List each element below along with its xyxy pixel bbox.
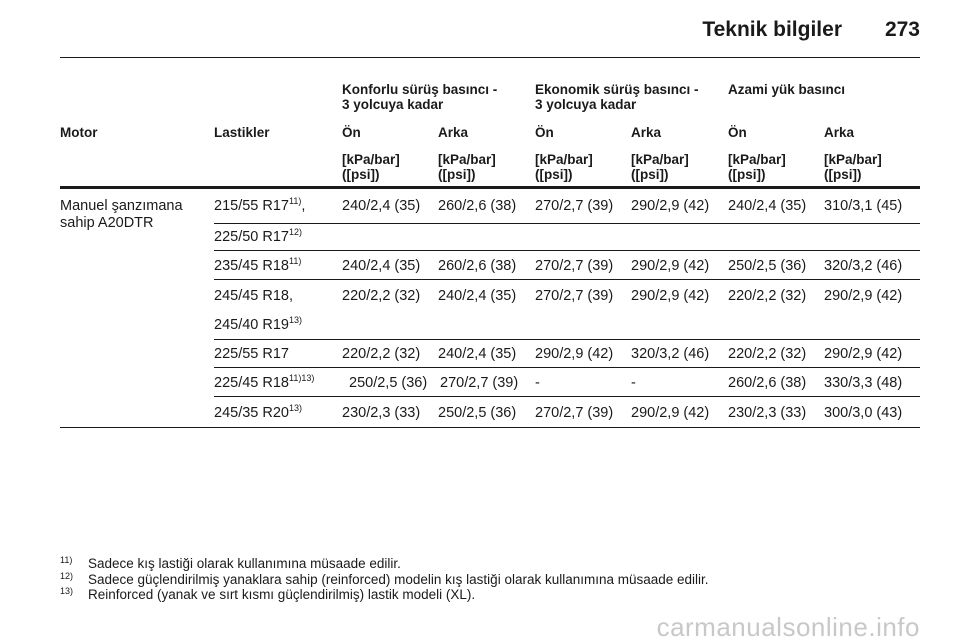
- pressure-value: 250/2,5 (36): [438, 405, 517, 421]
- pressure-value: 290/2,9 (42): [535, 346, 614, 362]
- header-rule: [60, 186, 920, 189]
- pressure-value: 290/2,9 (42): [631, 405, 710, 421]
- group-header-eco: Ekonomik sürüş basıncı - 3 yolcuya kadar: [535, 82, 699, 112]
- pressure-value: 250/2,5 (36): [728, 258, 807, 274]
- column-header-eco-front: Ön: [535, 125, 554, 140]
- column-header-comfort-rear: Arka: [438, 125, 469, 140]
- footnote: 12) Sadece güçlendirilmiş yanaklara sahip (reinforced) modelin kış lastiği olarak kullanımına müsaade edilir.: [60, 570, 709, 587]
- column-header-tires: Lastikler: [214, 125, 270, 140]
- pressure-value: 270/2,7 (39): [440, 375, 519, 391]
- row-divider: [214, 396, 920, 397]
- group-header-comfort: Konforlu sürüş basıncı - 3 yolcuya kadar: [342, 82, 498, 112]
- pressure-value: 290/2,9 (42): [631, 258, 710, 274]
- pressure-value: -: [631, 375, 636, 391]
- row-divider: [214, 223, 920, 224]
- tire-size: 245/35 R20$^{13)}$: [214, 403, 302, 421]
- pressure-value: 220/2,2 (32): [342, 346, 421, 362]
- pressure-value: -: [535, 375, 540, 391]
- pressure-value: 240/2,4 (35): [728, 198, 807, 214]
- group-header-max-load: Azami yük basıncı: [728, 82, 846, 97]
- unit-header: [kPa/bar] ([psi]): [342, 152, 400, 182]
- pressure-value: 270/2,7 (39): [535, 198, 614, 214]
- page-number: 273: [884, 18, 920, 41]
- column-header-max-rear: Arka: [824, 125, 855, 140]
- page-header: [60, 18, 920, 58]
- pressure-value: 260/2,6 (38): [438, 198, 517, 214]
- section-title: Teknik bilgiler: [702, 18, 842, 41]
- unit-header: [kPa/bar] ([psi]): [824, 152, 882, 182]
- column-header-motor: Motor: [60, 125, 98, 140]
- pressure-value: 240/2,4 (35): [342, 258, 421, 274]
- pressure-value: 240/2,4 (35): [438, 346, 517, 362]
- column-header-eco-rear: Arka: [631, 125, 662, 140]
- pressure-value: 260/2,6 (38): [438, 258, 517, 274]
- tire-size: 235/45 R18$^{11)}$: [214, 256, 302, 274]
- pressure-value: 220/2,2 (32): [342, 288, 421, 304]
- row-divider: [214, 339, 920, 340]
- pressure-value: 310/3,1 (45): [824, 198, 903, 214]
- pressure-value: 220/2,2 (32): [728, 288, 807, 304]
- motor-cell: Manuel şanzımana sahip A20DTR: [60, 198, 183, 231]
- footnote: 11) Sadece kış lastiği olarak kullanımına müsaade edilir.: [60, 555, 401, 571]
- pressure-value: 320/3,2 (46): [824, 258, 903, 274]
- footnotes: [60, 556, 920, 603]
- tire-size: 245/40 R19$^{13)}$: [214, 315, 302, 333]
- unit-header: [kPa/bar] ([psi]): [438, 152, 496, 182]
- pressure-value: 240/2,4 (35): [438, 288, 517, 304]
- column-header-comfort-front: Ön: [342, 125, 361, 140]
- footnote: 13) Reinforced (yanak ve sırt kısmı güçlendirilmiş) lastik modeli (XL).: [60, 586, 476, 602]
- pressure-value: 250/2,5 (36): [349, 375, 428, 391]
- pressure-value: 230/2,3 (33): [342, 405, 421, 421]
- pressure-value: 290/2,9 (42): [824, 346, 903, 362]
- tire-size: 225/50 R17$^{12)}$: [214, 227, 302, 245]
- row-divider: [214, 367, 920, 368]
- unit-header: [kPa/bar] ([psi]): [535, 152, 593, 182]
- pressure-value: 290/2,9 (42): [824, 288, 903, 304]
- tire-size: 215/55 R17$^{11)}$,: [214, 196, 306, 214]
- row-divider: [214, 279, 920, 280]
- pressure-value: 330/3,3 (48): [824, 375, 903, 391]
- unit-header: [kPa/bar] ([psi]): [728, 152, 786, 182]
- tire-size: 245/45 R18,: [214, 288, 294, 304]
- pressure-value: 300/3,0 (43): [824, 405, 903, 421]
- unit-header: [kPa/bar] ([psi]): [631, 152, 689, 182]
- pressure-value: 230/2,3 (33): [728, 405, 807, 421]
- pressure-value: 290/2,9 (42): [631, 288, 710, 304]
- row-divider: [214, 250, 920, 251]
- pressure-value: 290/2,9 (42): [631, 198, 710, 214]
- tire-size: 225/45 $R18^{11)13)}$: [214, 373, 315, 391]
- column-header-max-front: Ön: [728, 125, 747, 140]
- pressure-value: 220/2,2 (32): [728, 346, 807, 362]
- pressure-value: 270/2,7 (39): [535, 405, 614, 421]
- pressure-value: 270/2,7 (39): [535, 258, 614, 274]
- pressure-value: 260/2,6 (38): [728, 375, 807, 391]
- pressure-value: 270/2,7 (39): [535, 288, 614, 304]
- watermark: carmanualsonline.info: [656, 612, 920, 642]
- pressure-value: 320/3,2 (46): [631, 346, 710, 362]
- table-bottom-rule: [60, 427, 920, 428]
- tire-size: 225/55 R17: [214, 346, 289, 362]
- pressure-value: 240/2,4 (35): [342, 198, 421, 214]
